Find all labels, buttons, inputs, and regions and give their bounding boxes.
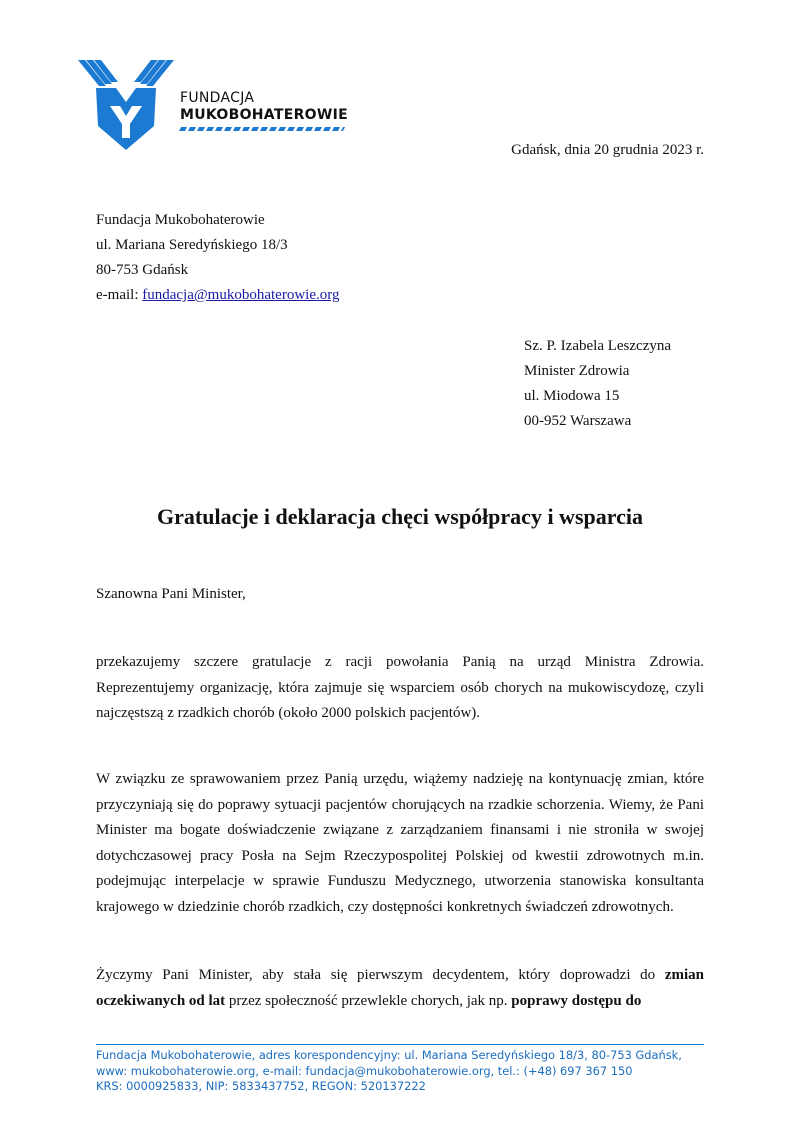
recipient-city: 00-952 Warszawa xyxy=(524,413,632,429)
paragraph-1: przekazujemy szczere gratulacje z racji powołania Panią na urząd Ministra Zdrowia. Reprezentujemy organizację, która zajmuje się wsparciem osób chorych na mukowiscydozę, czyli najczęstszą z rzadkich chorób (około 2000 polskich pacjentów). xyxy=(96,654,704,721)
mukobohaterowie-logo-icon xyxy=(76,56,176,152)
footer xyxy=(96,1048,682,1095)
recipient-role: Minister Zdrowia xyxy=(524,363,630,379)
brand-underline xyxy=(179,127,345,131)
sender-email-link[interactable]: fundacja@mukobohaterowie.org xyxy=(142,287,340,303)
footer-divider xyxy=(96,1044,704,1045)
footer-line1: Fundacja Mukobohaterowie, adres korespondencyjny: ul. Mariana Seredyńskiego 18/3, 80-753 Gdańsk, xyxy=(96,1048,682,1062)
brand-line2: MUKOBOHATEROWIE xyxy=(180,107,348,123)
sender-street: ul. Mariana Seredyńskiego 18/3 xyxy=(96,237,288,253)
footer-line2: www: mukobohaterowie.org, e-mail: fundacja@mukobohaterowie.org, tel.: (+48) 697 367 150 xyxy=(96,1063,633,1078)
paragraph-3-part1: Życzymy Pani Minister, aby stała się pierwszym decydentem, który doprowadzi do xyxy=(96,967,665,983)
sender-city: 80-753 Gdańsk xyxy=(96,262,189,278)
letter-date: Gdańsk, dnia 20 grudnia 2023 r. xyxy=(511,142,704,158)
recipient-name: Sz. P. Izabela Leszczyna xyxy=(524,338,672,354)
sender-address xyxy=(96,208,339,308)
paragraph-3-bold1: zmian oczekiwanych od lat xyxy=(96,967,704,1009)
footer-line3: KRS: 0000925833, NIP: 5833437752, REGON: 520137222 xyxy=(96,1079,426,1093)
paragraph-3-part2: przez społeczność przewlekle chorych, jak np. xyxy=(225,992,512,1009)
sender-email-line xyxy=(96,283,339,308)
greeting: Szanowna Pani Minister, xyxy=(96,586,246,602)
recipient-address xyxy=(524,334,671,434)
paragraph-3-bold2: poprawy dostępu do xyxy=(511,992,642,1009)
paragraph-2: W związku ze sprawowaniem przez Panią urzędu, wiążemy nadzieję na kontynuację zmian, które przyczyniają się do poprawy sytuacji pacjentów chorujących na rzadkie schorzenia. Wiemy, że Pani Minister ma bogate doświadczenie związane z zarządzaniem finansami i nie stroniła w swojej dotychczasowej pracy Posła na Sejm Rzeczypospolitej Polskiej od kwestii zdrowotnych m.in. podejmując interpelacje w sprawie Funduszu Medycznego, utworzenia stanowiska konsultanta krajowego w dziedzinie chorób rzadkich, czy dostępności konkretnych świadczeń zdrowotnych. xyxy=(96,771,704,915)
letter-title: Gratulacje i deklaracja chęci współpracy i wsparcia xyxy=(157,504,643,529)
organization-brand xyxy=(180,90,348,131)
paragraph-3 xyxy=(96,963,704,1014)
brand-line1: FUNDACJA xyxy=(180,90,255,106)
sender-name: Fundacja Mukobohaterowie xyxy=(96,212,265,228)
sender-email-label: e-mail: xyxy=(96,287,143,303)
recipient-street: ul. Miodowa 15 xyxy=(524,388,620,404)
